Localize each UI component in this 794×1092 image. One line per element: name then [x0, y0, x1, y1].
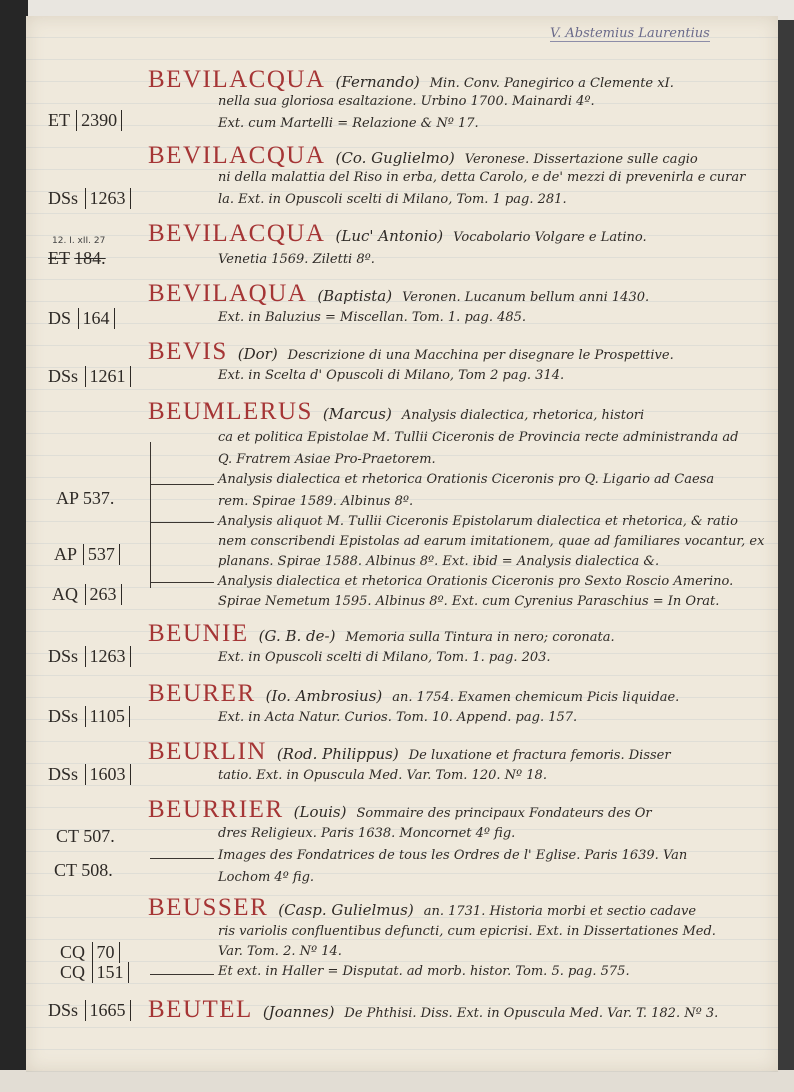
shelfmark-prefix: DSs: [48, 706, 79, 726]
entry-line: Ext. in Opuscoli scelti di Milano, Tom. 1. pag. 203.: [218, 650, 551, 665]
shelfmark: [48, 764, 131, 785]
shelfmark-prefix: AQ: [52, 584, 78, 604]
entry-line: Var. Tom. 2. Nº 14.: [218, 944, 342, 959]
shelfmark-number: 263: [85, 584, 122, 605]
entry-description: Vocabolario Volgare e Latino.: [453, 230, 647, 245]
shelfmark-prefix: AP: [56, 488, 79, 508]
shelfmark: [48, 110, 122, 131]
entry-heading: BEUNIE: [148, 620, 249, 647]
cross-reference-annotation: V. Abstemius Laurentius: [550, 26, 710, 41]
shelfmark-prefix: CQ: [60, 942, 86, 962]
sub-entry-line: Lochom 4º fig.: [218, 870, 315, 885]
entry-heading: BEURRIER: [148, 796, 284, 823]
entry-description: Sommaire des principaux Fondateurs des Or: [356, 806, 652, 821]
shelfmark-prefix: DSs: [48, 646, 79, 666]
entry-line: Q. Fratrem Asiae Pro-Praetorem.: [218, 452, 436, 467]
entry-qualifier: (Casp. Gulielmus): [278, 901, 414, 919]
shelfmark-pencil-note: 12. I. xII. 27: [52, 236, 106, 246]
shelfmark: [48, 366, 131, 387]
entry-qualifier: (Co. Guglielmo): [335, 149, 455, 167]
entry-line: Ext. in Acta Natur. Curios. Tom. 10. Append. pag. 157.: [218, 710, 578, 725]
entry-heading: BEUMLERUS: [148, 398, 313, 425]
shelfmark: [56, 488, 114, 509]
sub-entry-line: rem. Spirae 1589. Albinus 8º.: [218, 494, 414, 509]
shelfmark-prefix: CT: [56, 826, 79, 846]
shelfmark-number: 184.: [74, 248, 106, 268]
bracket-tick: [150, 974, 214, 975]
shelfmark: [54, 860, 113, 881]
shelfmark-prefix: AP: [54, 544, 77, 564]
shelfmark: [48, 248, 106, 269]
entry-qualifier: (Luc' Antonio): [335, 227, 444, 245]
entry-description: Veronen. Lucanum bellum anni 1430.: [402, 290, 650, 305]
entry-line: tatio. Ext. in Opuscula Med. Var. Tom. 120. Nº 18.: [218, 768, 547, 783]
entry-description: Memoria sulla Tintura in nero; coronata.: [345, 630, 615, 645]
bracket-tick: [150, 858, 214, 859]
entry-line: Ext. in Scelta d' Opuscoli di Milano, Tom 2 pag. 314.: [218, 368, 565, 383]
grouping-bracket: [150, 442, 151, 588]
shelfmark: [48, 646, 131, 667]
sub-entry-line: nem conscribendi Epistolas ad earum imitationem, quae ad familiares vocantur, ex: [218, 534, 765, 549]
entry-qualifier: (Rod. Philippus): [276, 745, 399, 763]
sub-entry-line: Spirae Nemetum 1595. Albinus 8º. Ext. cum Cyrenius Paraschius = In Orat.: [218, 594, 720, 609]
entry-line: Ext. cum Martelli = Relazione & Nº 17.: [218, 116, 479, 131]
entry-qualifier: (G. B. de-): [258, 627, 336, 645]
entry-heading: BEURLIN: [148, 738, 267, 765]
shelfmark-number: 70: [92, 942, 120, 963]
shelfmark-prefix: DSs: [48, 1000, 79, 1020]
shelfmark: [56, 826, 115, 847]
scan-left-binding: [0, 0, 28, 1092]
entry-line: ni della malattia del Riso in erba, detta Carolo, e de' mezzi di prevenirla e curar: [218, 170, 746, 185]
shelfmark-number: 164: [78, 308, 115, 329]
sub-entry-line: Et ext. in Haller = Disputat. ad morb. histor. Tom. 5. pag. 575.: [218, 964, 630, 979]
shelfmark: [48, 706, 130, 727]
entry-description: De Phthisi. Diss. Ext. in Opuscula Med. Var. T. 182. Nº 3.: [344, 1006, 719, 1021]
shelfmark-number: 1665: [85, 1000, 131, 1021]
shelfmark-number: 151: [92, 962, 129, 983]
shelfmark: [48, 1000, 131, 1021]
entry-qualifier: (Fernando): [335, 73, 420, 91]
shelfmark-number: 1263: [85, 646, 131, 667]
entry-line: Ext. in Baluzius = Miscellan. Tom. 1. pag. 485.: [218, 310, 527, 325]
entry-heading: BEVIS: [148, 338, 228, 365]
entry-description: an. 1731. Historia morbi et sectio cadave: [423, 904, 697, 919]
shelfmark-number: 537: [83, 544, 120, 565]
bracket-tick: [150, 582, 214, 583]
shelfmark-number: 537.: [82, 488, 115, 508]
entry-description: De luxatione et fractura femoris. Disser: [408, 748, 671, 763]
entry-heading: BEUSSER: [148, 894, 269, 921]
entry-description: Veronese. Dissertazione sulle cagio: [464, 152, 698, 167]
shelfmark-prefix: CQ: [60, 962, 86, 982]
shelfmark-number: 1105: [85, 706, 130, 727]
shelfmark-prefix: ET: [48, 248, 70, 268]
entry-heading: BEVILAQUA: [148, 280, 308, 307]
entry-heading: BEVILACQUA: [148, 220, 326, 247]
shelfmark: [60, 942, 120, 963]
shelfmark-prefix: DSs: [48, 764, 79, 784]
sub-entry-line: Images des Fondatrices de tous les Ordres de l' Eglise. Paris 1639. Van: [218, 848, 688, 863]
entry-line: dres Religieux. Paris 1638. Moncornet 4º fig.: [218, 826, 516, 841]
entry-line: la. Ext. in Opuscoli scelti di Milano, Tom. 1 pag. 281.: [218, 192, 567, 207]
shelfmark-number: 2390: [76, 110, 122, 131]
entry-heading: BEVILACQUA: [148, 142, 326, 169]
entry-description: Min. Conv. Panegirico a Clemente xI.: [429, 76, 674, 91]
bracket-tick: [150, 484, 214, 485]
sub-entry-line: Analysis dialectica et rhetorica Orationis Ciceronis pro Q. Ligario ad Caesa: [218, 472, 715, 487]
shelfmark-number: 507.: [83, 826, 115, 846]
entry-description: Descrizione di una Macchina per disegnare le Prospettive.: [287, 348, 674, 363]
shelfmark: [52, 584, 122, 605]
shelfmark-prefix: ET: [48, 110, 70, 130]
sub-entry-line: Analysis aliquot M. Tullii Ciceronis Epistolarum dialectica et rhetorica, & ratio: [218, 514, 738, 529]
entry-description: an. 1754. Examen chemicum Picis liquidae.: [392, 690, 680, 705]
entry-qualifier: (Dor): [237, 345, 278, 363]
shelfmark: [48, 308, 115, 329]
bracket-tick: [150, 522, 214, 523]
shelfmark-prefix: DS: [48, 308, 72, 328]
entry-qualifier: (Baptista): [317, 287, 393, 305]
entry-qualifier: (Louis): [293, 803, 347, 821]
shelfmark-number: 1603: [85, 764, 131, 785]
entry-line: ca et politica Epistolae M. Tullii Ciceronis de Provincia recte administranda ad: [218, 430, 739, 445]
entry-line: ris variolis confluentibus defuncti, cum epicrisi. Ext. in Dissertationes Med.: [218, 924, 716, 939]
entry-qualifier: (Marcus): [322, 405, 392, 423]
scan-bottom-margin: [0, 1070, 794, 1092]
entry-heading: BEURER: [148, 680, 256, 707]
sub-entry-line: planans. Spirae 1588. Albinus 8º. Ext. ibid = Analysis dialectica &.: [218, 554, 660, 569]
entry-heading: BEUTEL: [148, 996, 253, 1023]
shelfmark-number: 1263: [85, 188, 131, 209]
shelfmark-prefix: CT: [54, 860, 77, 880]
shelfmark-number: 1261: [85, 366, 131, 387]
shelfmark-number: 508.: [81, 860, 113, 880]
shelfmark-prefix: DSs: [48, 188, 79, 208]
shelfmark: [54, 544, 120, 565]
shelfmark: [60, 962, 129, 983]
entry-qualifier: (Joannes): [262, 1003, 335, 1021]
entry-line: Venetia 1569. Ziletti 8º.: [218, 252, 375, 267]
shelfmark-prefix: DSs: [48, 366, 79, 386]
shelfmark: [48, 188, 131, 209]
entry-heading: BEVILACQUA: [148, 66, 326, 93]
sub-entry-line: Analysis dialectica et rhetorica Orationis Ciceronis pro Sexto Roscio Amerino.: [218, 574, 734, 589]
entry-line: nella sua gloriosa esaltazione. Urbino 1700. Mainardi 4º.: [218, 94, 595, 109]
entry-description: Analysis dialectica, rhetorica, histori: [401, 408, 645, 423]
entry-qualifier: (Io. Ambrosius): [265, 687, 383, 705]
